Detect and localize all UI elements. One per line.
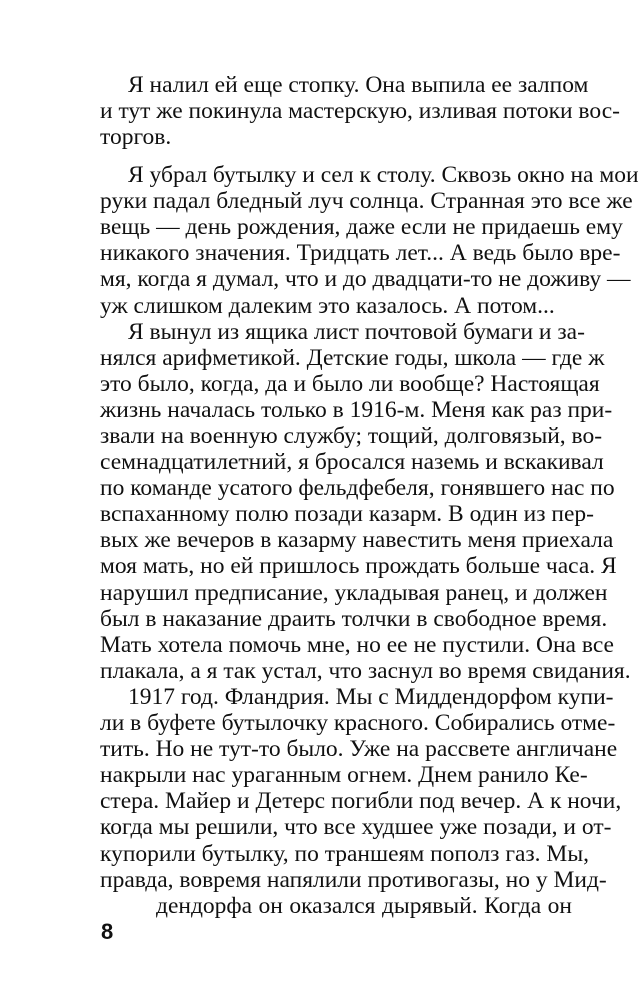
text-line: звали на военную службу; тощий, долговязый, во- (100, 423, 603, 449)
text-line: когда мы решили, что все худшее уже позади, и от- (100, 814, 612, 840)
text-line: стера. Майер и Детерс погибли под вечер. А к ночи, (100, 788, 622, 814)
text-line: Я вынул из ящика лист почтовой бумаги и за- (128, 319, 585, 345)
text-line: торгов. (100, 124, 172, 150)
page-number: 8 (101, 919, 114, 944)
text-line: жизнь началась только в 1916-м. Меня как раз при- (100, 397, 613, 423)
text-line: уж слишком далеким это казалось. А потом... (100, 293, 555, 319)
text-line: нарушил предписание, укладывая ранец, и должен (100, 580, 608, 606)
text-line: вых же вечеров в казарму навестить меня приехала (100, 527, 614, 553)
text-line: по команде усатого фельдфебеля, гонявшего нас по (100, 475, 615, 501)
text-line: и тут же покинула мастерскую, изливая потоки вос- (100, 98, 620, 124)
text-line: накрыли нас ураганным огнем. Днем ранило Ке- (100, 762, 588, 788)
text-line: семнадцатилетний, я бросался наземь и вскакивал (100, 449, 604, 475)
text-line: Мать хотела помочь мне, но ее не пустили. Она все (100, 632, 614, 658)
text-line: ли в буфете бутылочку красного. Собирались отме- (100, 710, 616, 736)
text-line: правда, вовремя напялили противогазы, но у Мид- (100, 867, 607, 893)
text-line: нялся арифметикой. Детские годы, школа — где ж (100, 345, 605, 371)
text-line: 1917 год. Фландрия. Мы с Миддендорфом купи- (128, 684, 614, 710)
text-line: вещь — день рождения, даже если не придаешь ему (100, 214, 623, 240)
text-line: купорили бутылку, по траншеям пополз газ. Мы, (100, 841, 589, 867)
text-line: тить. Но не тут-то было. Уже на рассвете англичане (100, 736, 618, 762)
text-line: это было, когда, да и было ли вообще? Настоящая (100, 371, 600, 397)
text-line: руки падал бледный луч солнца. Странная это все же (100, 188, 633, 214)
text-line: дендорфа он оказался дырявый. Когда он (156, 893, 572, 919)
text-line: был в наказание драить толчки в свободное время. (100, 606, 608, 632)
text-line: моя мать, но ей пришлось прождать больше часа. Я (100, 553, 617, 579)
text-line: Я налил ей еще стопку. Она выпила ее залпом (128, 72, 589, 98)
text-line: Я убрал бутылку и сел к столу. Сквозь окно на мои (128, 162, 639, 188)
text-line: никакого значения. Тридцать лет... А ведь было вре- (100, 240, 621, 266)
text-line: вспаханному полю позади казарм. В один из пер- (100, 501, 594, 527)
text-line: мя, когда я думал, что и до двадцати-то не доживу — (100, 266, 631, 292)
text-line: плакала, а я так устал, что заснул во время свидания. (100, 658, 631, 684)
